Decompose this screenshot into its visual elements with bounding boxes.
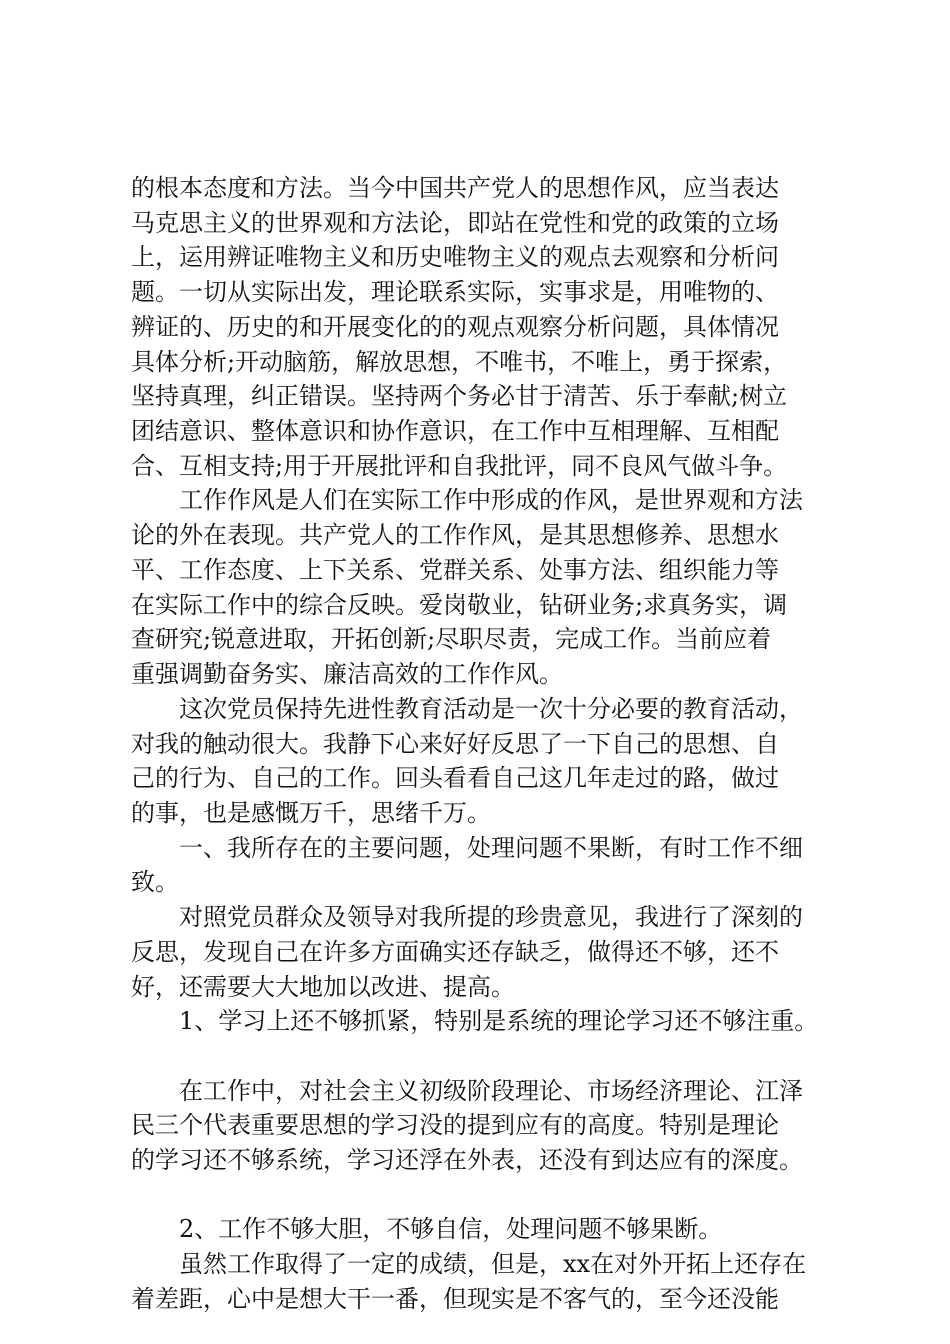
paragraph-start-line: 在工作中，对社会主义初级阶段理论、市场经济理论、江泽 [179,1077,803,1105]
text-line: 辨证的、历史的和开展变化的的观点观察分析问题，具体情况 [131,313,779,341]
text-line: 具体分析;开动脑筋，解放思想，不唯书，不唯上，勇于探索， [131,348,788,376]
text-line: 上，运用辨证唯物主义和历史唯物主义的观点去观察和分析问 [131,243,779,271]
text-line: 民三个代表重要思想的学习没的提到应有的高度。特别是理论 [131,1111,779,1139]
paragraph-start-line: 工作作风是人们在实际工作中形成的作风，是世界观和方法 [179,486,803,514]
numbered-item-line: 2、工作不够大胆，不够自信，处理问题不够果断。 [179,1215,723,1243]
text-line: 重强调勤奋务实、廉洁高效的工作作风。 [131,660,563,688]
paragraph-start-line: 对照党员群众及领导对我所提的珍贵意见，我进行了深刻的 [179,903,803,931]
text-line: 合、互相支持;用于开展批评和自我批评，同不良风气做斗争。 [131,452,788,480]
numbered-item-line: 1、学习上还不够抓紧，特别是系统的理论学习还不够注重。 [179,1007,819,1035]
text-line: 的根本态度和方法。当今中国共产党人的思想作风，应当表达 [131,174,779,202]
text-line: 平、工作态度、上下关系、党群关系、处事方法、组织能力等 [131,556,779,584]
section-heading-line: 一、我所存在的主要问题，处理问题不果断，有时工作不细 [179,834,803,862]
text-line: 坚持真理，纠正错误。坚持两个务必甘于清苦、乐于奉献;树立 [131,382,788,410]
text-line: 的学习还不够系统，学习还浮在外表，还没有到达应有的深度。 [131,1146,803,1174]
text-line: 题。一切从实际出发，理论联系实际，实事求是，用唯物的、 [131,278,779,306]
text-line: 致。 [131,868,179,896]
text-line: 反思，发现自己在许多方面确实还存缺乏，做得还不够，还不 [131,938,779,966]
text-line: 着差距，心中是想大干一番，但现实是不客气的，至今还没能 [131,1285,779,1313]
text-line: 对我的触动很大。我静下心来好好反思了一下自己的思想、自 [131,730,779,758]
text-line: 论的外在表现。共产党人的工作作风，是其思想修养、思想水 [131,521,779,549]
text-line: 查研究;锐意进取，开拓创新;尽职尽责，完成工作。当前应着 [131,625,772,653]
text-line: 马克思主义的世界观和方法论，即站在党性和党的政策的立场 [131,209,779,237]
paragraph-start-line: 这次党员保持先进性教育活动是一次十分必要的教育活动， [179,695,803,723]
text-line: 团结意识、整体意识和协作意识，在工作中互相理解、互相配 [131,417,779,445]
text-line: 己的行为、自己的工作。回头看看自己这几年走过的路，做过 [131,764,779,792]
text-line: 的事，也是感慨万千，思绪千万。 [131,799,491,827]
paragraph-start-line: 虽然工作取得了一定的成绩，但是，xx在对外开拓上还存在 [179,1250,807,1278]
text-line: 好，还需要大大地加以改进、提高。 [131,973,515,1001]
text-line: 在实际工作中的综合反映。爱岗敬业，钻研业务;求真务实，调 [131,591,788,619]
